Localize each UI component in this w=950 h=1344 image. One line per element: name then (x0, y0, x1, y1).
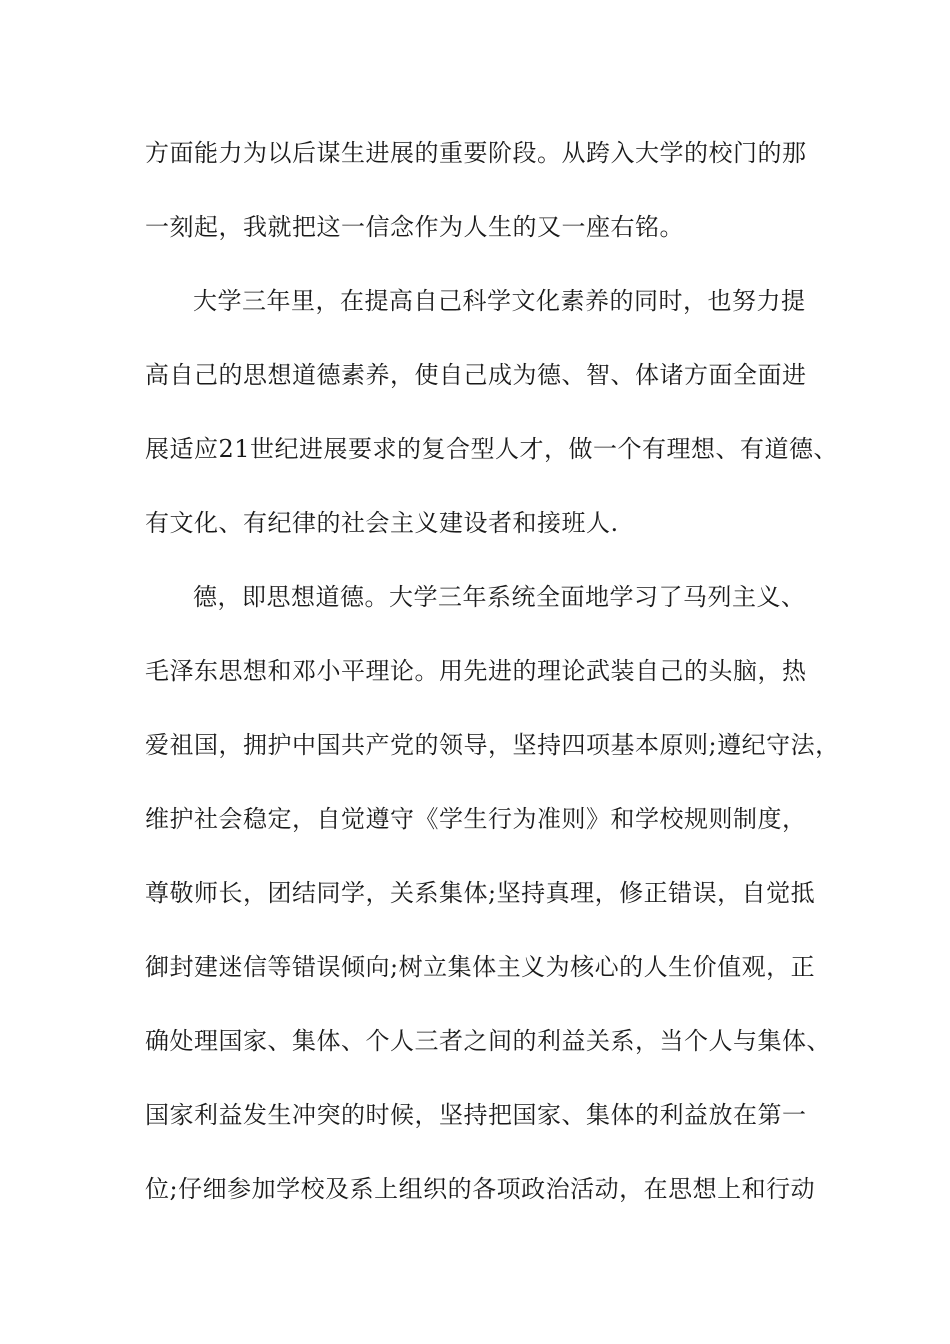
text-line: 维护社会稳定，自觉遵守《学生行为准则》和学校规则制度， (145, 805, 807, 833)
paragraph-start-line: 德，即思想道德。大学三年系统全面地学习了马列主义、 (193, 583, 806, 611)
text-line: 确处理国家、集体、个人三者之间的利益关系，当个人与集体、 (145, 1027, 831, 1055)
body-text (145, 125, 845, 1235)
text-line: 爱祖国，拥护中国共产党的领导，坚持四项基本原则;遵纪守法， (145, 731, 840, 759)
text-line: 国家利益发生冲突的时候，坚持把国家、集体的利益放在第一 (145, 1101, 807, 1129)
text-line: 有文化、有纪律的社会主义建设者和接班人. (145, 509, 619, 537)
text-line: 尊敬师长，团结同学，关系集体;坚持真理，修正错误，自觉抵 (145, 879, 816, 907)
text-line: 御封建迷信等错误倾向;树立集体主义为核心的人生价值观，正 (145, 953, 816, 981)
paragraph-start-line: 大学三年里，在提高自己科学文化素养的同时，也努力提 (193, 287, 806, 315)
text-line: 展适应21世纪进展要求的复合型人才，做一个有理想、有道德、 (145, 435, 839, 463)
text-line: 位;仔细参加学校及系上组织的各项政治活动，在思想上和行动 (145, 1175, 816, 1203)
text-line: 高自己的思想道德素养，使自己成为德、智、体诸方面全面进 (145, 361, 807, 389)
text-line: 毛泽东思想和邓小平理论。用先进的理论武装自己的头脑，热 (145, 657, 807, 685)
text-line: 方面能力为以后谋生进展的重要阶段。从跨入大学的校门的那 (145, 139, 807, 167)
text-line: 一刻起，我就把这一信念作为人生的又一座右铭。 (145, 213, 684, 241)
